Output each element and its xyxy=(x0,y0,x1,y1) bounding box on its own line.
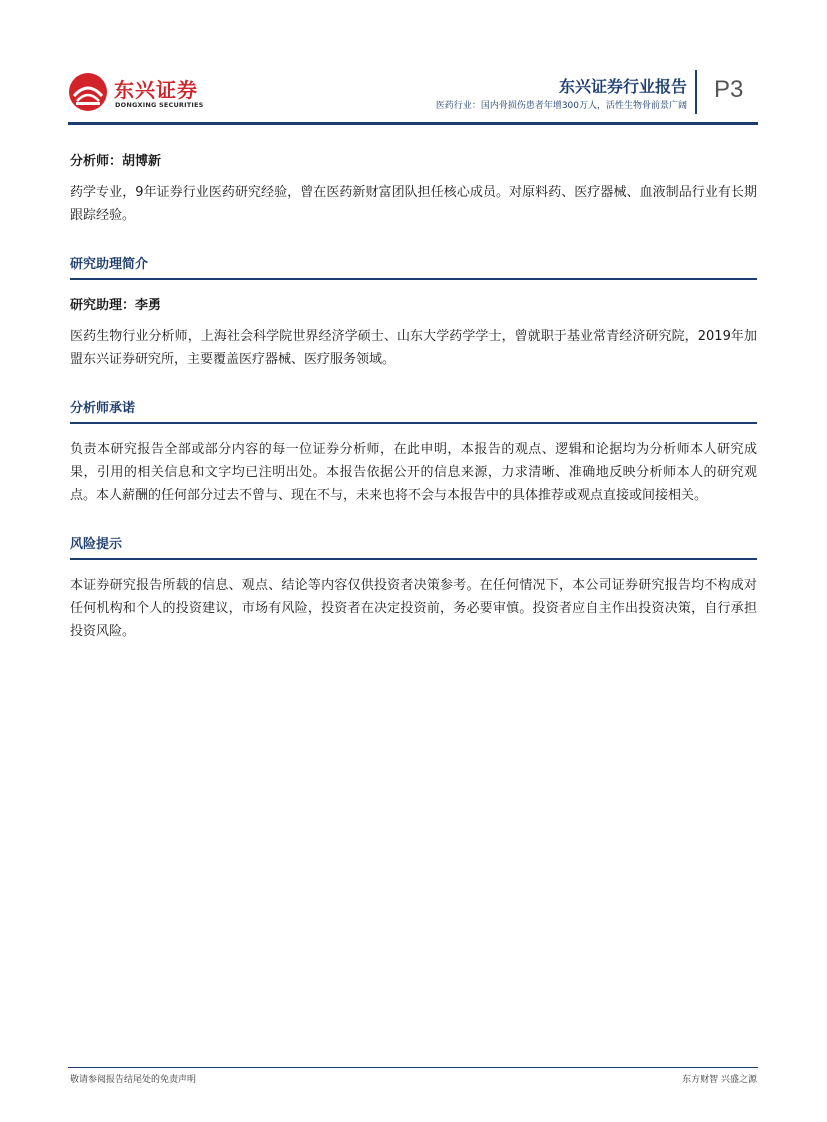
section-title-assistant: 研究助理简介 xyxy=(70,253,757,280)
footer-disclaimer-note: 敬请参阅报告结尾处的免责声明 xyxy=(70,1075,197,1085)
risk-section xyxy=(70,533,757,643)
report-type-title: 东兴证券行业报告 xyxy=(558,77,687,96)
logo-text-en: DONGXING SECURITIES xyxy=(115,101,204,109)
analyst-bio: 药学专业，9年证券行业医药研究经验，曾在医药新财富团队担任核心成员。对原料药、医疗器械、血液制品行业有长期跟踪经验。 xyxy=(70,185,757,223)
company-logo xyxy=(68,72,208,116)
footer-slogan: 东方财智 兴盛之源 xyxy=(682,1075,757,1085)
page-number: P3 xyxy=(714,76,744,103)
section-title-commitment: 分析师承诺 xyxy=(70,397,757,424)
logo-mark-icon xyxy=(68,72,108,112)
logo-text-cn: 东兴证券 xyxy=(114,78,198,102)
report-subtitle: 医药行业：国内骨损伤患者年增300万人，活性生物骨前景广阔 xyxy=(435,101,687,111)
analyst-label: 分析师：胡博新 xyxy=(70,154,162,169)
assistant-label: 研究助理：李勇 xyxy=(70,298,162,313)
section-title-risk: 风险提示 xyxy=(70,533,757,560)
page-content xyxy=(70,150,757,643)
header-divider xyxy=(695,70,697,114)
commitment-section xyxy=(70,397,757,507)
assistant-section xyxy=(70,253,757,371)
footer-rule xyxy=(68,1067,758,1068)
header-rule xyxy=(68,122,758,125)
commitment-text: 负责本研究报告全部或部分内容的每一位证券分析师，在此申明，本报告的观点、逻辑和论据均为分析师本人研究成果，引用的相关信息和文字均已注明出处。本报告依据公开的信息来源，力求清晰、准确地反映分析师本人的研究观点。本人薪酬的任何部分过去不曾与、现在不与，未来也将不会与本报告中的具体推荐或观点直接或间接相关。 xyxy=(70,442,757,503)
risk-text: 本证券研究报告所载的信息、观点、结论等内容仅供投资者决策参考。在任何情况下，本公司证券研究报告均不构成对任何机构和个人的投资建议，市场有风险，投资者在决定投资前，务必要审慎。投资者应自主作出投资决策，自行承担投资风险。 xyxy=(70,578,757,639)
assistant-bio: 医药生物行业分析师，上海社会科学院世界经济学硕士、山东大学药学学士，曾就职于基业常青经济研究院，2019年加盟东兴证券研究所，主要覆盖医疗器械、医疗服务领域。 xyxy=(70,329,757,367)
